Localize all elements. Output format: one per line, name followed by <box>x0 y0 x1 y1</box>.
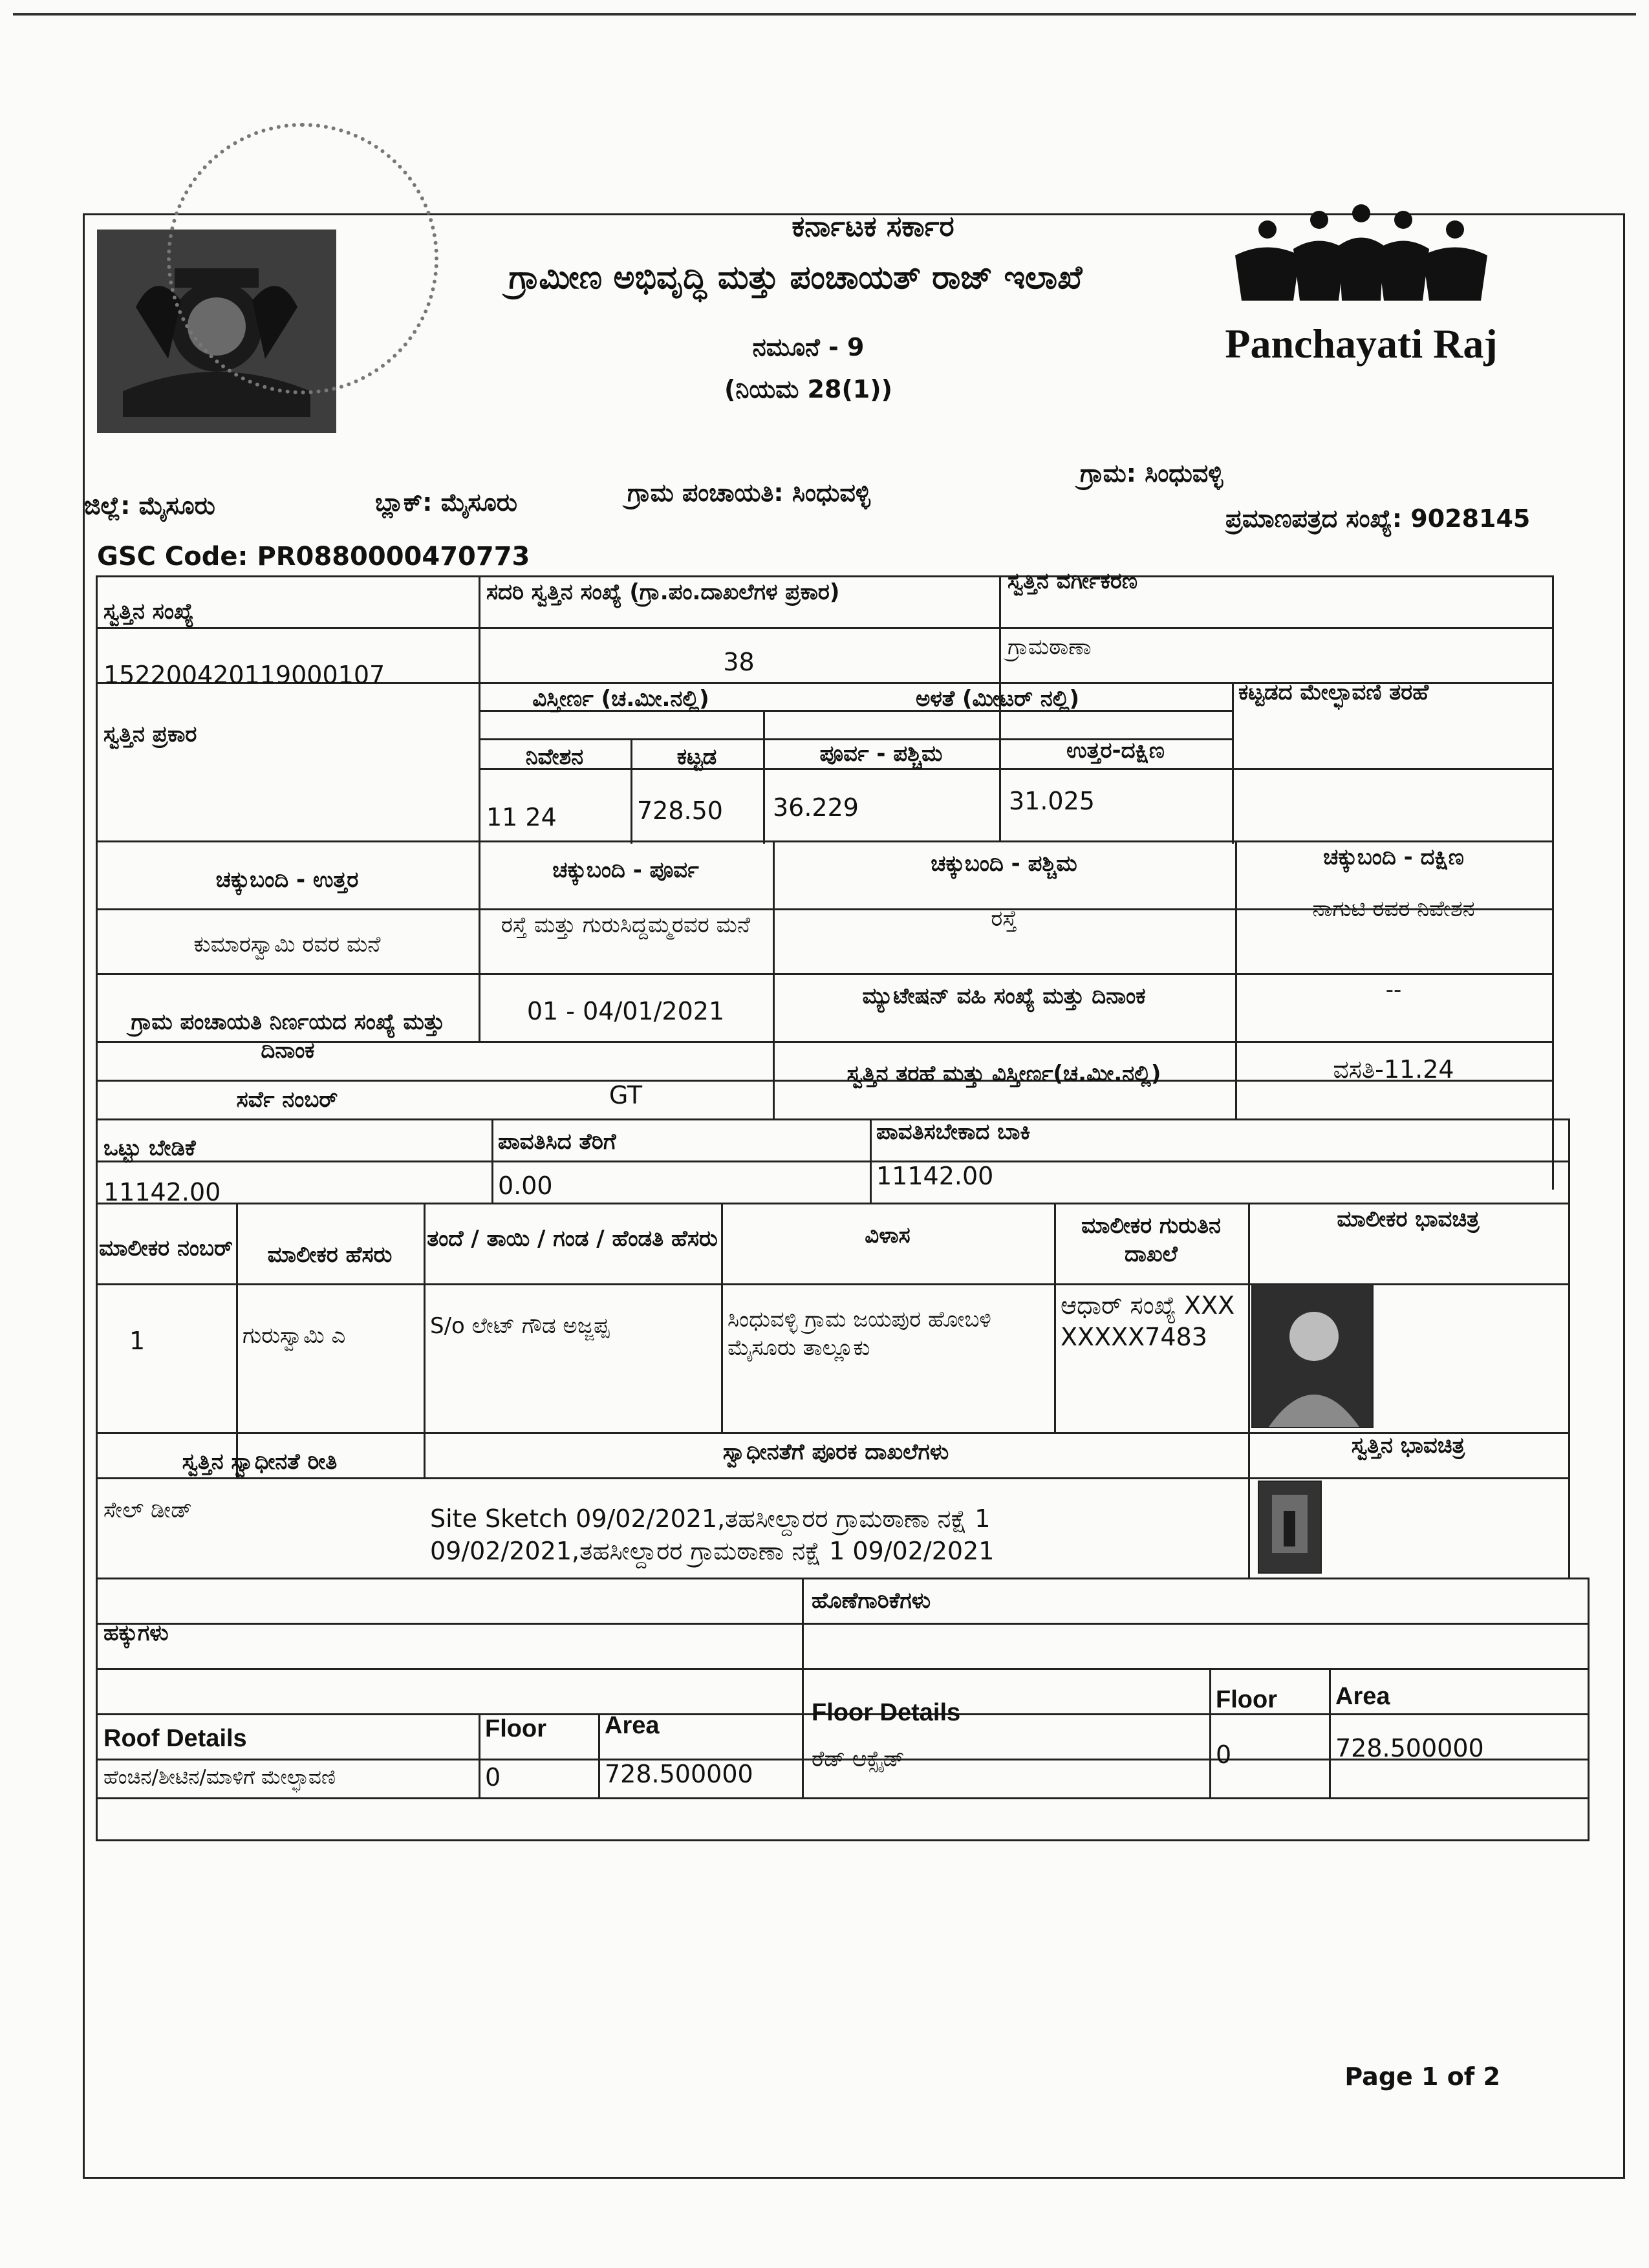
gsc-code: GSC Code: PR0880000470773 <box>97 542 530 572</box>
label-boundary-north: ಚಕ್ಕುಬಂದಿ - ಉತ್ತರ <box>215 867 359 893</box>
department-name: ಗ್ರಾಮೀಣ ಅಭಿವೃದ್ಧಿ ಮತ್ತು ಪಂಚಾಯತ್ ರಾಜ್ ಇಲಾಖೆ <box>508 259 1083 296</box>
value-relation-name: S/o ಲೇಟ್ ಗೌಡ ಅಜ್ಜಪ್ಪ <box>430 1313 610 1339</box>
label-balance-due: ಪಾವತಿಸಬೇಕಾದ ಬಾಕಿ <box>876 1119 1031 1145</box>
label-boundary-south: ಚಕ್ಕುಬಂದಿ - ದಕ್ಷಿಣ <box>1323 844 1464 870</box>
label-north-south: ಉತ್ತರ-ದಕ್ಷಿಣ <box>1066 738 1165 764</box>
value-owner-address: ಸಿಂಧುವಳ್ಳಿ ಗ್ರಾಮ ಜಯಪುರ ಹೋಬಳಿ ಮೈಸೂರು ತಾಲ್ಲೂಕು <box>727 1307 991 1361</box>
label-gp-resolution: ಗ್ರಾಮ ಪಂಚಾಯತಿ ನಿರ್ಣಯದ ಸಂಖ್ಯೆ ಮತ್ತು ದಿನಾಂಕ <box>131 1009 445 1064</box>
value-gp-resolution: 01 - 04/01/2021 <box>526 997 725 1025</box>
label-boundary-west: ಚಕ್ಕುಬಂದಿ - ಪಶ್ಚಿಮ <box>931 851 1077 877</box>
value-documents-line-1: Site Sketch 09/02/2021,ತಹಸೀಲ್ದಾರರ ಗ್ರಾಮಠಾಣಾ ನಕ್ಷೆ 1 <box>430 1504 991 1533</box>
value-mutation: -- <box>1385 977 1402 1003</box>
label-site: ನಿವೇಶನ <box>525 744 584 770</box>
value-site-area: 11 24 <box>486 803 557 831</box>
value-boundary-north: ಕುಮಾರಸ್ವಾಮಿ ರವರ ಮನೆ <box>193 932 381 957</box>
value-balance-due: 11142.00 <box>876 1162 994 1190</box>
state-name: ಕರ್ನಾಟಕ ಸರ್ಕಾರ <box>792 210 954 243</box>
value-floor-floor: 0 <box>1216 1740 1232 1769</box>
label-property-nature: ಸ್ವತ್ತಿನ ತರಹೆ ಮತ್ತು ವಿಸ್ತೀರ್ಣ(ಚ.ಮೀ.ನಲ್ಲಿ) <box>846 1061 1161 1087</box>
property-photograph <box>1258 1481 1322 1574</box>
owner-photograph <box>1251 1283 1374 1428</box>
panchayati-raj-title: Panchayati Raj <box>1225 321 1498 367</box>
meta-gram-panchayat: ಗ್ರಾಮ ಪಂಚಾಯತಿ: ಸಿಂಧುವಳ್ಳಿ <box>627 478 870 507</box>
value-property-nature: ವಸತಿ-11.24 <box>1333 1055 1454 1084</box>
label-total-demand: ಒಟ್ಟು ಬೇಡಿಕೆ <box>103 1135 196 1161</box>
value-survey-number: GT <box>609 1081 643 1109</box>
label-property-number: ಸ್ವತ್ತಿನ ಸಂಖ್ಯೆ <box>103 599 194 625</box>
label-property-photo: ಸ್ವತ್ತಿನ ಭಾವಚಿತ್ರ <box>1351 1433 1465 1459</box>
value-possession-mode: ಸೇಲ್ ಡೀಡ್ <box>103 1497 192 1523</box>
meta-taluk: ಬ್ಲಾಕ್: ಮೈಸೂರು <box>375 488 517 517</box>
value-documents-line-2: 09/02/2021,ತಹಸೀಲ್ದಾರರ ಗ್ರಾಮಠಾಣಾ ನಕ್ಷೆ 1 09/02/2021 <box>430 1537 995 1565</box>
form-number: ನಮೂನೆ - 9 <box>752 333 865 361</box>
value-owner-number: 1 <box>129 1327 146 1355</box>
floor-details-title: Floor Details <box>812 1699 961 1726</box>
label-tax-paid: ಪಾವತಿಸಿದ ತೆರಿಗೆ <box>498 1129 616 1155</box>
meta-village: ಗ್ರಾಮ: ಸಿಂಧುವಳ್ಳಿ <box>1080 459 1223 487</box>
value-boundary-west: ರಸ್ತೆ <box>991 906 1017 932</box>
value-owner-id: ಆಧಾರ್ ಸಂಖ್ಯೆ XXXXXXXX7483 <box>1061 1291 1235 1351</box>
label-property-class: ಸ್ವತ್ತಿನ ವರ್ಗೀಕರಣ <box>1008 568 1138 594</box>
label-building: ಕಟ್ಟಡ <box>676 744 717 770</box>
label-mutation: ಮ್ಯುಟೇಷನ್ ವಹಿ ಸಂಖ್ಯೆ ಮತ್ತು ದಿನಾಂಕ <box>862 983 1146 1009</box>
label-owner-name: ಮಾಲೀಕರ ಹೆಸರು <box>267 1242 393 1268</box>
roof-details-title: Roof Details <box>103 1725 247 1752</box>
label-rights: ಹಕ್ಕುಗಳು <box>103 1620 169 1646</box>
label-liabilities: ಹೊಣೆಗಾರಿಕೆಗಳು <box>812 1588 931 1614</box>
label-owner-photo: ಮಾಲೀಕರ ಭಾವಚಿತ್ರ <box>1337 1206 1480 1232</box>
label-relation-name: ತಂದೆ / ತಾಯಿ / ಗಂಡ / ಹೆಂಡತಿ ಹೆಸರು <box>427 1226 718 1252</box>
floor-area-header: Area <box>1335 1683 1390 1710</box>
label-sadari-number: ಸದರಿ ಸ್ವತ್ತಿನ ಸಂಖ್ಯೆ (ಗ್ರಾ.ಪಂ.ದಾಖಲೆಗಳ ಪ್ರಕಾರ) <box>486 579 840 605</box>
value-roof-area: 728.500000 <box>605 1760 753 1788</box>
rule-reference: (ನಿಯಮ 28(1)) <box>724 375 892 403</box>
roof-floor-header: Floor <box>485 1715 546 1742</box>
value-total-demand: 11142.00 <box>103 1178 221 1206</box>
floor-floor-header: Floor <box>1216 1686 1277 1713</box>
meta-district: ಜಿಲ್ಲೆ: ಮೈಸೂರು <box>84 491 215 520</box>
value-east-west: 36.229 <box>773 793 859 822</box>
label-roof-type: ಕಟ್ಟಡದ ಮೇಲ್ಛಾವಣಿ ತರಹೆ <box>1238 679 1429 705</box>
value-property-class: ಗ್ರಾಮಠಾಣಾ <box>1008 634 1092 660</box>
office-stamp-seal <box>167 123 438 394</box>
label-possession-mode: ಸ್ವತ್ತಿನ ಸ್ವಾಧೀನತೆ ರೀತಿ <box>182 1449 338 1475</box>
scan-top-edge <box>13 13 1636 16</box>
label-property-type: ಸ್ವತ್ತಿನ ಪ್ರಕಾರ <box>103 722 197 747</box>
value-floor-area: 728.500000 <box>1335 1734 1484 1762</box>
value-roof-type: ಹೆಂಚಿನ/ಶೀಟಿನ/ಮಾಳಿಗೆ ಮೇಲ್ಛಾವಣಿ <box>103 1766 336 1789</box>
value-boundary-east: ರಸ್ತೆ ಮತ್ತು ಗುರುಸಿದ್ದಮ್ಮರವರ ಮನೆ <box>501 912 751 938</box>
label-dimensions: ಅಳತೆ (ಮೀಟರ್ ನಲ್ಲಿ) <box>915 686 1080 712</box>
page-number: Page 1 of 2 <box>1344 2062 1500 2091</box>
label-east-west: ಪೂರ್ವ - ಪಶ್ಚಿಮ <box>819 741 943 767</box>
value-sadari-number: 38 <box>723 648 755 676</box>
value-floor-type: ರೆಡ್ ಆಕ್ಸೈಡ್ <box>812 1746 905 1772</box>
label-owner-id: ಮಾಲೀಕರ ಗುರುತಿನ ದಾಖಲೆ <box>1081 1213 1221 1267</box>
label-supporting-documents: ಸ್ವಾಧೀನತೆಗೆ ಪೂರಕ ದಾಖಲೆಗಳು <box>722 1439 949 1465</box>
value-north-south: 31.025 <box>1009 787 1095 815</box>
label-owner-number: ಮಾಲೀಕರ ನಂಬರ್ <box>99 1236 233 1261</box>
value-tax-paid: 0.00 <box>498 1171 553 1200</box>
certificate-number: ಪ್ರಮಾಣಪತ್ರದ ಸಂಖ್ಯೆ: 9028145 <box>1225 504 1531 533</box>
label-boundary-east: ಚಕ್ಕುಬಂದಿ - ಪೂರ್ವ <box>552 857 699 883</box>
value-roof-floor: 0 <box>485 1763 501 1792</box>
value-owner-name: ಗುರುಸ್ವಾಮಿ ಎ <box>242 1323 346 1349</box>
roof-area-header: Area <box>605 1712 660 1739</box>
value-building-area: 728.50 <box>637 797 723 825</box>
label-area: ವಿಸ್ತೀರ್ಣ (ಚ.ಮೀ.ನಲ್ಲಿ) <box>532 686 709 712</box>
value-property-number: 152200420119000107 <box>103 661 385 689</box>
value-boundary-south: ನಾಗುಟಿ ರವರ ನಿವೇಶನ <box>1312 896 1475 922</box>
label-survey-number: ಸರ್ವೆ ನಂಬರ್ <box>236 1087 338 1113</box>
label-owner-address: ವಿಳಾಸ <box>865 1223 911 1248</box>
